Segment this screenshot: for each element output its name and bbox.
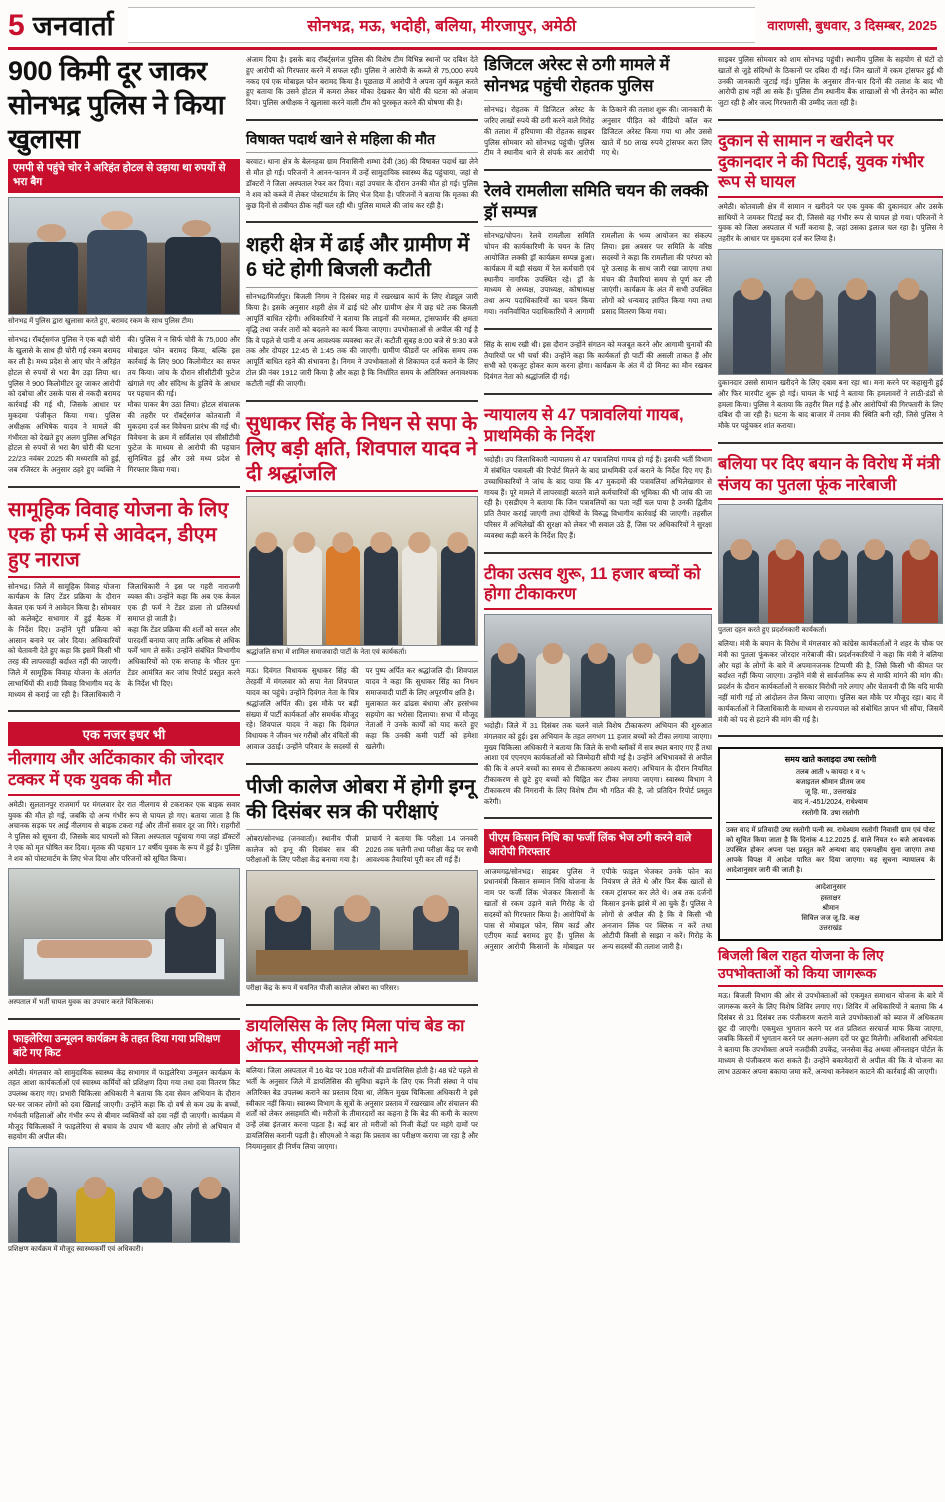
lead-body-a bbox=[8, 335, 240, 400]
article-digital-arrest bbox=[484, 55, 712, 159]
railway-body-text: सोनभद्र/चोपन। रेलवे रामलीला समिति चोपन की कार्यकारिणी के चयन के लिए आयोजित लक्की ड्रॉ कार्यक्रम सम्पन्न हुआ। कार्यक्रम में बड़ी संख्या में रेल कर्मचारी एवं स्थानीय नागरिक उपस्थित रहे। ड्रॉ के माध्यम से अध्यक्ष, उपाध्यक्ष, कोषाध्यक्ष तथा अन्य पदाधिकारियों का चयन किया गया। नवनिर्वाचित पदाधिकारियों ने आगामी रामलीला के भव्य आयोजन का संकल्प लिया। इस अवसर पर समिति के वरिष्ठ सदस्यों ने कहा कि रामलीला की परंपरा को पूरे उत्साह के साथ जारी रखा जाएगा तथा मंचन की तैयारियां समय से पूर्ण कर ली जाएंगी। कार्यक्रम के अंत में सभी उपस्थित लोगों को धन्यवाद ज्ञापित किया गया तथा प्रसाद वितरण किया गया। bbox=[484, 231, 712, 317]
court-notice-sign-0: हस्ताक्षर bbox=[820, 894, 841, 902]
article-power bbox=[246, 233, 478, 389]
pmkisan-body bbox=[484, 867, 712, 953]
poison-headline: विषाक्त पदार्थ खाने से महिला की मौत bbox=[246, 130, 436, 147]
nilgai-body: अमेठी। सुलतानपुर राजमार्ग पर मंगलवार देर रात नीलगाय से टकराकर एक बाइक सवार युवक की मौत हो गई, जबकि दो अन्य गंभीर रूप से घायल हो गए। बताया जाता है कि अचानक सड़क पर आई नीलगाय से बाइक टकरा गई और तीनों सवार दूर जा गिरे। राहगीरों ने पुलिस को सूचना दी, जिसके बाद घायलों को जिला अस्पताल पहुंचाया गया जहां डॉक्टरों ने एक को मृत घोषित कर दिया। मृतक की पहचान 17 वर्षीय युवक के रूप में हुई है। पुलिस ने शव को पोस्टमार्टम के लिए भेज दिया और परिजनों को सूचित किया। bbox=[8, 799, 240, 863]
court-notice-sign-3: उत्तराखंड bbox=[819, 925, 842, 933]
article-bijli-scheme bbox=[718, 947, 943, 1077]
digital-arrest-col2: साइबर पुलिस सोमवार को शाम सोनभद्र पहुंची। स्थानीय पुलिस के सहयोग से घंटों दो खातों से जुड़े संदिग्धों के ठिकानों पर दबिश दी गई। जिन खातों में रकम ट्रांसफर हुई थी उनकी जानकारी जुटाई गई। पुलिस के अनुसार तीन-चार दिनों की तलाश के बाद भी आरोपी हाथ नहीं आ सके हैं। पुलिस टीम स्थानीय बैंक शाखाओं से भी लेनदेन का ब्यौरा जुटा रही है और जल्द गिरफ्तारी की उम्मीद जता रही है। bbox=[718, 55, 943, 108]
masthead-districts: सोनभद्र, मऊ, भदोही, बलिया, मीरजापुर, अमेठी bbox=[128, 7, 755, 43]
court-notice-line-0: तलब आती ५ कायदा १ व ५ bbox=[796, 769, 865, 777]
bijli-scheme-headline: बिजली बिल राहत योजना के लिए उपभोक्ताओं को किया जागरूक bbox=[718, 947, 884, 981]
newspaper-logo: जनवार्ता bbox=[32, 11, 115, 41]
column-3 bbox=[484, 55, 712, 1255]
article-pmkisan bbox=[484, 829, 712, 953]
dialysis-body: बलिया। जिला अस्पताल में 16 बेड पर 108 मरीजों की डायलिसिस होती है। 48 घंटे पहले से भर्ती के अनुसार जिले में डायलिसिस की सुविधा बढ़ाने के लिए एक निजी संस्था ने पांच अतिरिक्त बेड उपलब्ध कराने का प्रस्ताव दिया था, लेकिन मुख्य चिकित्सा अधिकारी ने इसे स्वीकार नहीं किया। स्वास्थ्य विभाग के सूत्रों के अनुसार प्रस्ताव में रखरखाव और संचालन की शर्तों को लेकर असहमति थी। मरीजों के तीमारदारों का कहना है कि बेड की कमी के कारण उन्हें लंबा इंतजार करना पड़ता है। कई बार तो मरीजों को निजी केंद्रों पर महंगे दामों पर डायलिसिस करानी पड़ती है। सीएमओ ने कहा कि प्रस्ताव का परीक्षण कराया जा रहा है और नियमानुसार ही निर्णय लिया जाएगा। bbox=[246, 1066, 478, 1151]
court-notice-signature: आदेशानुसार bbox=[815, 884, 846, 892]
article-shopkeeper bbox=[718, 131, 943, 432]
dialysis-headline: डायलिसिस के लिए मिला पांच बेड का ऑफर, सीएमओ नहीं माने bbox=[246, 1017, 465, 1056]
court-notice-line-1: बजाइतल श्रीमान प्रीतम जय bbox=[796, 779, 865, 787]
pmkisan-body-text: आजमगढ़/सोनभद्र। साइबर पुलिस ने प्रधानमंत्री किसान सम्मान निधि योजना के नाम पर फर्जी लिंक भेजकर किसानों के खातों से रकम उड़ाने वाले गिरोह के दो सदस्यों को गिरफ्तार किया है। आरोपियों के पास से मोबाइल फोन, सिम कार्ड और एटीएम कार्ड बरामद हुए हैं। पुलिस के अनुसार आरोपी किसानों के मोबाइल पर एपीके फाइल भेजकर उनके फोन का नियंत्रण ले लेते थे और फिर बैंक खातों से रकम ट्रांसफर कर लेते थे। अब तक दर्जनों किसान इनके झांसे में आ चुके हैं। पुलिस ने लोगों से अपील की है कि वे किसी भी अनजान लिंक पर क्लिक न करें तथा ओटीपी किसी से साझा न करें। गिरोह के अन्य सदस्यों की तलाश जारी है। bbox=[484, 866, 712, 952]
nilgai-photo-caption: अस्पताल में भर्ती घायल युवक का उपचार करते चिकित्सक। bbox=[8, 999, 154, 1007]
column-1 bbox=[8, 55, 240, 1255]
lead-headline: 900 किमी दूर जाकर सोनभद्र पुलिस ने किया खुलासा bbox=[8, 56, 225, 154]
filaria-headline: फाइलेरिया उन्मूलन कार्यक्रम के तहत दिया गया प्रशिक्षण बांटे गए किट bbox=[8, 1030, 240, 1063]
article-digital-arrest-continued bbox=[718, 55, 943, 109]
ballia-protest-headline: बलिया पर दिए बयान के विरोध में मंत्री संजय का पुतला फूंक नारेबाजी bbox=[718, 455, 940, 494]
court-notice-sign-2: सिविल जज जू.डि. कक्ष bbox=[801, 914, 860, 922]
sudhakar-body-2 bbox=[246, 699, 478, 753]
shopkeeper-col2: दुकानदार उससे सामान खरीदने के लिए दबाव बना रहा था। मना करने पर कहासुनी हुई और फिर मारपीट शुरू हो गई। घायल के भाई ने बताया कि हमलावरों ने लाठी-डंडों से हमला किया। पुलिस ने बताया कि तहरीर मिल गई है और आरोपियों की गिरफ्तारी के लिए दबिश दी जा रही है। घटना के बाद बाजार में तनाव की स्थिति बनी रही, जिसे पुलिस ने मौके पर पहुंचकर शांत कराया। bbox=[718, 378, 943, 431]
lead-body-b bbox=[8, 400, 240, 476]
ballia-protest-photo bbox=[718, 504, 943, 624]
lead-body-col2: कार्रवाई की गई थी, जिसके आधार पर मुकदमा पंजीकृत किया गया। पुलिस अधीक्षक अभिषेक यादव ने मामले की गंभीरता को देखते हुए अलग पुलिस अभिहंत होटल से रुपयों से भरा बैग चोरी की घटना 22/23 नवंबर 2025 की मध्यरात्रि को हुई, जब रजिस्टर के अनुसार ठहरे हुए व्यक्ति ने मौका पाकर बैग उठा लिया। होटल संचालक की तहरीर पर रॉबर्ट्सगंज कोतवाली में मुकदमा दर्ज कर विवेचना प्रारंभ की गई थी। विवेचना के क्रम में सर्विलांस एवं सीसीटीवी फुटेज के माध्यम से आरोपी की पहचान सुनिश्चित हुई और उसे मध्य प्रदेश से गिरफ्तार किया गया। bbox=[8, 400, 240, 474]
filaria-photo bbox=[8, 1147, 240, 1243]
ignou-headline: पीजी कालेज ओबरा में होगी इग्नू की दिसंबर सत्र की परीक्षाएं bbox=[246, 775, 476, 823]
mass-marriage-col1: सोनभद्र। जिले में सामूहिक विवाह योजना कार्यक्रम के लिए टेंडर प्रक्रिया के दौरान केवल एक फर्म ने आवेदन किया है। सोमवार को कलेक्ट्रेट सभागार में हुई बैठक में जिलाधिकारी ने इस पर गहरी नाराजगी व्यक्त की। उन्होंने कहा कि अब एक केवल एक ही फर्म ने टेंडर डाला तो प्रतिस्पर्धा समाप्त हो जाती है। bbox=[8, 581, 240, 624]
court-notice-line-4: रस्तोगी वि. उषा रस्तोगी bbox=[801, 809, 860, 817]
digital-arrest-body-1 bbox=[484, 105, 712, 159]
vaccine-photo bbox=[484, 614, 712, 718]
lead-subhead: एमपी से पहुंचे चोर ने अरिहंत होटल से उड़ाया था रुपयों से भरा बैग bbox=[8, 159, 240, 192]
digital-arrest-col1: सोनभद्र। रोहतक में डिजिटल अरेस्ट के जरिए लाखों रुपये की ठगी करने वाले गिरोह की तलाश में हरियाणा की रोहतक साइबर पुलिस सोमवार को सोनभद्र पहुंची। पुलिस टीम ने स्थानीय थाने से संपर्क कर आरोपी के ठिकाने की तलाश शुरू की। जानकारी के अनुसार पीड़ित को वीडियो कॉल कर डिजिटल अरेस्ट किया गया था और उससे खाते में 50 लाख रुपये ट्रांसफर करा लिए गए थे। bbox=[484, 105, 712, 158]
ignou-photo bbox=[246, 870, 478, 982]
masthead bbox=[8, 6, 937, 50]
shopkeeper-headline: दुकान से सामान न खरीदने पर दुकानदार ने की पिटाई, युवक गंभीर रूप से घायल bbox=[718, 131, 924, 192]
sudhakar-col2: श्रद्धांजलि अर्पित की। इस मौके पर बड़ी संख्या में पार्टी कार्यकर्ता और समर्थक मौजूद रहे। शिवपाल यादव ने कहा कि दिवंगत विधायक ने जीवन भर गरीबों और वंचितों की आवाज उठाई। उन्होंने परिवार के सदस्यों से मुलाकात कर ढांढस बंधाया और हरसंभव सहयोग का भरोसा दिलाया। सभा में मौजूद नेताओं ने उनके कार्यों को याद करते हुए कहा कि उनकी कमी पार्टी को हमेशा खलेगी। bbox=[246, 698, 478, 752]
sudhakar-col1: मऊ। दिवंगत विधायक सुधाकर सिंह की तेरहवीं में मंगलवार को सपा नेता शिवपाल यादव का पहुंचे। उन्होंने दिवंगत नेता के चित्र पर पुष्प अर्पित कर श्रद्धांजलि दी। शिवपाल यादव ने कहा कि सुधाकर सिंह का निधन समाजवादी पार्टी के लिए अपूरणीय क्षति है। bbox=[246, 666, 478, 698]
article-mass-marriage bbox=[8, 498, 240, 701]
article-dialysis bbox=[246, 1016, 478, 1153]
court-notice-line-3: वाद नं.-451/2024, राधेश्याम bbox=[793, 799, 868, 807]
page-number: 5 bbox=[8, 9, 25, 42]
shopkeeper-photo bbox=[718, 249, 943, 375]
lead-body-col3: अंजाम दिया है। इसके बाद रॉबर्ट्सगंज पुलिस की विशेष टीम विभिन्न स्थानों पर दबिश देते हुए आरोपी को गिरफ्तार करने में सफल रही। पुलिस ने आरोपी के कब्जे से 75,000 रुपये नकद एवं एक मोबाइल फोन बरामद किया है। पूछताछ में आरोपी ने अपना जुर्म कबूल करते हुए बताया कि उसने होटल में कमरा लेकर मौका देखकर बैग चोरी की घटना को अंजाम दिया। पुलिस अधीक्षक ने खुलासा करने वाली टीम को पुरस्कृत करने की घोषणा की है। bbox=[246, 55, 478, 108]
filaria-photo-caption: प्रशिक्षण कार्यक्रम में मौजूद स्वास्थ्यकर्मी एवं अधिकारी। bbox=[8, 1246, 144, 1254]
sudhakar-photo-caption: श्रद्धांजलि सभा में शामिल समाजवादी पार्टी के नेता एवं कार्यकर्ता। bbox=[246, 648, 407, 656]
mass-marriage-headline: सामूहिक विवाह योजना के लिए एक ही फर्म से आवेदन, डीएम हुए नाराज bbox=[8, 498, 229, 571]
fir-body: भदोही। उप जिलाधिकारी न्यायालय से 47 पत्रावलियां गायब हो गई हैं। इसकी भर्ती विभाग में संबंधित पत्रावली की रिपोर्ट मिलने के बाद प्राथमिकी दर्ज कराने के निर्देश दिए गए हैं। उच्चाधिकारियों ने जांच के बाद पाया कि 47 मुकदमों की पत्रावलियां अभिलेखागार से गायब हैं। पूरे मामले में लापरवाही बरतने वाले कर्मचारियों की भूमिका की भी जांच की जा रही है। एसडीएम ने बताया कि जिन पत्रावलियों का पता नहीं चल पाया है उनकी द्वितीय प्रति तैयार कराई जाएगी तथा दोषियों के विरुद्ध विभागीय कार्रवाई की जाएगी। तहसील परिसर में अभिलेखों की सुरक्षा को लेकर भी सवाल उठे हैं, जिस पर अधिकारियों ने सुरक्षा व्यवस्था कड़ी करने के निर्देश दिए हैं। bbox=[484, 455, 712, 540]
article-sudhakar bbox=[246, 412, 478, 753]
mass-marriage-body-2 bbox=[8, 625, 240, 701]
court-notice bbox=[718, 747, 943, 941]
vaccine-headline: टीका उत्सव शुरू, 11 हजार बच्चों को होगा टीकाकरण bbox=[484, 564, 701, 604]
ignou-photo-caption: परीक्षा केंद्र के रूप में चयनित पीजी कालेज ओबरा का परिसर। bbox=[246, 985, 400, 993]
column-2 bbox=[246, 55, 478, 1255]
ignou-col1: ओबरा/सोनभद्र (जनवार्ता)। स्थानीय पीजी कालेज को इग्नू की दिसंबर सत्र की परीक्षाओं के लिए परीक्षा केंद्र बनाया गया है। प्राचार्य ने बताया कि परीक्षा 14 जनवरी 2026 तक चलेगी तथा परीक्षा केंद्र पर सभी आवश्यक तैयारियां पूरी कर ली गई हैं। bbox=[246, 833, 478, 865]
article-poison bbox=[246, 131, 478, 211]
power-headline: शहरी क्षेत्र में ढाई और ग्रामीण में 6 घंटे होगी बिजली कटौती bbox=[246, 234, 470, 282]
column-4 bbox=[718, 55, 943, 1255]
ignou-body-1 bbox=[246, 834, 478, 866]
article-lead bbox=[8, 55, 240, 476]
article-lead-continued bbox=[246, 55, 478, 109]
vaccine-body: भदोही। जिले में 31 दिसंबर तक चलने वाले विशेष टीकाकरण अभियान की शुरुआत मंगलवार को हुई। इस अभियान के तहत लगभग 11 हजार बच्चों को टीका लगाया जाएगा। मुख्य चिकित्सा अधिकारी ने बताया कि जिले के सभी ब्लॉकों में सत्र स्थल बनाए गए हैं तथा आशा एवं एएनएम कार्यकर्ताओं को जिम्मेदारी सौंपी गई है। उन्होंने अभिभावकों से अपील की कि वे अपने बच्चों का समय से टीकाकरण अवश्य कराएं। अभियान के दौरान नियमित टीकाकरण से छूटे हुए बच्चों को चिह्नित कर टीका लगाया जाएगा। स्वास्थ्य विभाग ने टीकाकरण की निगरानी के लिए विशेष टीम भी गठित की है, जो प्रतिदिन रिपोर्ट प्रस्तुत करेगी। bbox=[484, 720, 712, 806]
article-nilgai bbox=[8, 722, 240, 1008]
page-grid bbox=[8, 55, 943, 1255]
pmkisan-headline: पीएम किसान निधि का फर्जी लिंक भेज ठगी करने वाले आरोपी गिरफ्तार bbox=[484, 829, 712, 862]
mass-marriage-col2: के निर्देश दिए। उन्होंने पूरी प्रक्रिया को आसान बनाने पर जोर दिया। अधिकारियों को चेतावनी देते हुए कहा कि इसमें किसी भी तरह की लापरवाही बर्दाश्त नहीं की जाएगी। जिले में सामूहिक विवाह योजना के अंतर्गत लाभार्थियों की शादी विवाह विभागीय मद के माध्यम से कराई जा रही है। जिलाधिकारी ने कहा कि टेंडर प्रक्रिया की शर्तों को सरल और पारदर्शी बनाया जाए ताकि अधिक से अधिक फर्में भाग ले सकें। उन्होंने संबंधित विभागीय अधिकारियों को एक सप्ताह के भीतर पुनः टेंडर आमंत्रित कर जांच रिपोर्ट प्रस्तुत करने के निर्देश भी दिए। bbox=[8, 624, 240, 699]
lead-photo bbox=[8, 197, 240, 315]
fir-headline: न्यायालय से 47 पत्रावलियां गायब, प्राथमिकी के निर्देश bbox=[484, 406, 684, 445]
lead-photo-caption: सोनभद्र में पुलिस द्वारा खुलासा करते हुए, बरामद रकम के साथ पुलिस टीम। bbox=[8, 317, 194, 325]
nilgai-kicker: एक नजर इधर भी bbox=[8, 722, 240, 746]
ballia-protest-photo-caption: पुतला दहन करते हुए प्रदर्शनकारी कार्यकर्ता। bbox=[718, 627, 827, 635]
article-sudhakar-continued bbox=[484, 340, 712, 383]
power-body: सोनभद्र/मिर्जापुर। बिजली निगम ने दिसंबर माह में रखरखाव कार्य के लिए शेड्यूल जारी किया है। इसके अनुसार शहरी क्षेत्र में ढाई घंटे और ग्रामीण क्षेत्र में छह घंटे तक बिजली आपूर्ति बाधित रहेगी। अधिकारियों ने बताया कि लाइनों की मरम्मत, ट्रांसफार्मर की क्षमता वृद्धि तथा जर्जर तारों को बदलने का कार्य किया जाएगा। उपभोक्ताओं से अपील की गई है कि वे पहले से पानी व अन्य आवश्यक व्यवस्था कर लें। कटौती सुबह 8:00 बजे से 9:30 बजे तक और दोपहर 12:45 से 1:45 तक की जाएगी। ग्रामीण फीडरों पर अधिक समय तक आपूर्ति बाधित रहने की संभावना है। निगम ने उपभोक्ताओं से शिकायत दर्ज कराने के लिए टोल फ्री नंबर 1912 जारी किया है और कहा है कि निर्धारित समय के अतिरिक्त अनावश्यक कटौती नहीं की जाएगी। bbox=[246, 292, 478, 388]
masthead-districts-wrap bbox=[128, 6, 755, 44]
poison-body: बरवाट। थाना क्षेत्र के बेलनहवा ग्राम निवासिनी शम्भा देवी (36) की विषाक्त पदार्थ खा लेने से मौत हो गई। परिजनों ने आनन-फानन में उन्हें सामुदायिक स्वास्थ्य केंद्र पहुंचाया, जहां से डॉक्टरों ने जिला अस्पताल रेफर कर दिया। वहां उपचार के दौरान उनकी मौत हो गई। पुलिस ने शव को कब्जे में लेकर पोस्टमार्टम के लिए भेज दिया है। परिजनों ने बताया कि मृतका की कुछ दिनों से तबीयत ठीक नहीं चल रही थी। पुलिस मामले की जांच कर रही है। bbox=[246, 157, 478, 210]
lead-body-col1: सोनभद्र। रॉबर्ट्सगंज पुलिस ने एक बड़ी चोरी के खुलासे के साथ ही चोरी गई रकम बरामद कर ली है। मध्य प्रदेश से आए चोर ने अरिहंत होटल से रुपयों से भरा बैग उड़ा लिया था। पुलिस ने 900 किलोमीटर दूर जाकर आरोपी को दबोचा और उसके पास से नकदी बरामद की। पुलिस ने न सिर्फ चोरी के 75,000 और मोबाइल फोन बरामद किया, बल्कि इस कार्रवाई के लिए 900 किलोमीटर का सफर तय किया। जांच के दौरान सीसीटीवी फुटेज खंगाले गए और संदिग्ध के हुलिये के आधार पर पहचान की गई। bbox=[8, 335, 240, 399]
sudhakar-photo bbox=[246, 496, 478, 646]
sudhakar-headline: सुधाकर सिंह के निधन से सपा के लिए बड़ी क्षति, शिवपाल यादव ने दी श्रद्धांजलि bbox=[246, 412, 478, 485]
article-ignou bbox=[246, 775, 478, 994]
nilgai-headline: नीलगाय और अटिंकाकार की जोरदार टक्कर में एक युवक की मौत bbox=[8, 750, 224, 790]
mass-marriage-body-1 bbox=[8, 582, 240, 625]
court-notice-title: समय खाते कलाइदा उषा रस्तोगी bbox=[784, 755, 877, 765]
railway-headline: रेलवे रामलीला समिति चयन की लक्की ड्रॉ सम्पन्न bbox=[484, 182, 709, 221]
sudhakar-body-1 bbox=[246, 666, 478, 698]
sudhakar-col3: सिंह के साथ रखी थी। इस दौरान उन्होंने संगठन को मजबूत करने और आगामी चुनावों की तैयारियों पर भी चर्चा की। उन्होंने कहा कि कार्यकर्ता ही पार्टी की असली ताकत हैं और सभी को एकजुट होकर काम करना होगा। कार्यक्रम के अंत में दो मिनट का मौन रखकर दिवंगत नेता को श्रद्धांजलि दी गई। bbox=[484, 339, 712, 382]
filaria-body: अमेठी। मंगलवार को सामुदायिक स्वास्थ्य केंद्र सभागार में फाइलेरिया उन्मूलन कार्यक्रम के तहत आशा कार्यकर्ताओं एवं स्वास्थ्य कर्मियों को प्रशिक्षण दिया गया तथा दवा वितरण किट उपलब्ध कराए गए। प्रभारी चिकित्सा अधिकारी ने बताया कि दवा सेवन अभियान के दौरान घर-घर जाकर लोगों को दवा खिलाई जाएगी। उन्होंने कहा कि दो वर्ष से कम उम्र के बच्चों, गर्भवती महिलाओं और गंभीर रूप से बीमार व्यक्तियों को दवा नहीं दी जाएगी। कार्यक्रम में मौजूद चिकित्सकों ने फाइलेरिया से बचाव के उपाय भी बताए और लोगों से अभियान में सहयोग की अपील की। bbox=[8, 1067, 240, 1142]
digital-arrest-headline: डिजिटल अरेस्ट से ठगी मामले में सोनभद्र पहुंची रोहतक पुलिस bbox=[484, 56, 670, 95]
court-notice-sign-1: श्रीमान bbox=[822, 904, 839, 912]
shopkeeper-col1: अमेठी। कोतवाली क्षेत्र में सामान न खरीदने पर एक युवक की दुकानदार और उसके साथियों ने जमकर पिटाई कर दी, जिससे वह गंभीर रूप से घायल हो गया। परिजनों ने युवक को जिला अस्पताल में भर्ती कराया है, जहां उसका इलाज चल रहा है। पुलिस ने तहरीर के आधार पर मुकदमा दर्ज कर लिया है। bbox=[718, 201, 943, 244]
railway-body bbox=[484, 231, 712, 317]
ballia-protest-body: बलिया। मंत्री के बयान के विरोध में मंगलवार को कांग्रेस कार्यकर्ताओं ने शहर के चौक पर मंत्री का पुतला फूंककर जोरदार नारेबाजी की। प्रदर्शनकारियों ने कहा कि मंत्री ने बलिया और यहां के लोगों के बारे में अपमानजनक टिप्पणी की है, जिसे किसी भी कीमत पर बर्दाश्त नहीं किया जाएगा। उन्होंने मंत्री से सार्वजनिक रूप से माफी मांगने की मांग की। प्रदर्शन के दौरान कार्यकर्ताओं ने सरकार विरोधी नारे लगाए और चेतावनी दी कि यदि माफी नहीं मांगी गई तो आंदोलन तेज किया जाएगा। पुलिस बल मौके पर मौजूद रहा। बाद में कार्यकर्ताओं ने जिलाधिकारी के माध्यम से राज्यपाल को संबोधित ज्ञापन भी सौंपा, जिसमें मंत्री को पद से हटाने की मांग की गई है। bbox=[718, 639, 943, 724]
article-vaccine bbox=[484, 564, 712, 808]
court-notice-line-2: जू हि. मा., उत्तराखंड bbox=[804, 789, 857, 797]
article-fir bbox=[484, 405, 712, 542]
article-ballia-protest bbox=[718, 454, 943, 725]
bijli-scheme-body: मऊ। बिजली विभाग की ओर से उपभोक्ताओं को एकमुश्त समाधान योजना के बारे में जागरूक करने के लिए विशेष शिविर लगाए गए। शिविर में अधिकारियों ने बताया कि 4 दिसंबर से 31 दिसंबर तक पंजीकरण कराने वाले उपभोक्ताओं को ब्याज में अधिकतम छूट दी जाएगी। एकमुश्त भुगतान करने पर शत प्रतिशत सरचार्ज माफ किया जाएगा, जबकि किस्तों में भुगतान करने पर अलग-अलग दरों पर छूट मिलेगी। अधिशासी अभियंता ने बताया कि उपभोक्ता अपने नजदीकी उपकेंद्र, जनसेवा केंद्र अथवा ऑनलाइन पोर्टल के माध्यम से पंजीकरण करा सकते हैं। उन्होंने बकायेदारों से अपील की कि वे योजना का लाभ उठाकर अपना बकाया जमा करें, अन्यथा कनेक्शन काटने की कार्रवाई की जाएगी। bbox=[718, 991, 943, 1076]
masthead-place-date: वाराणसी, बुधवार, 3 दिसम्बर, 2025 bbox=[767, 18, 937, 33]
article-railway bbox=[484, 181, 712, 318]
article-filaria bbox=[8, 1030, 240, 1255]
court-notice-body: उक्त वाद में प्रतिवादी उषा रस्तोगी पत्नी स्व. राधेश्याम रस्तोगी निवासी ग्राम एवं पोस्ट को सूचित किया जाता है कि दिनांक 4.12.2025 ई. वाले नियत १० बजे आवश्यक उपस्थित होकर अपना पक्ष प्रस्तुत करें अन्यथा वाद एकपक्षीय सुना जाएगा तथा आपके विपक्ष में आदेश पारित कर दिया जाएगा। यह सूचना न्यायालय के आदेशानुसार जारी की जाती है। bbox=[726, 826, 935, 875]
nilgai-photo bbox=[8, 868, 240, 996]
